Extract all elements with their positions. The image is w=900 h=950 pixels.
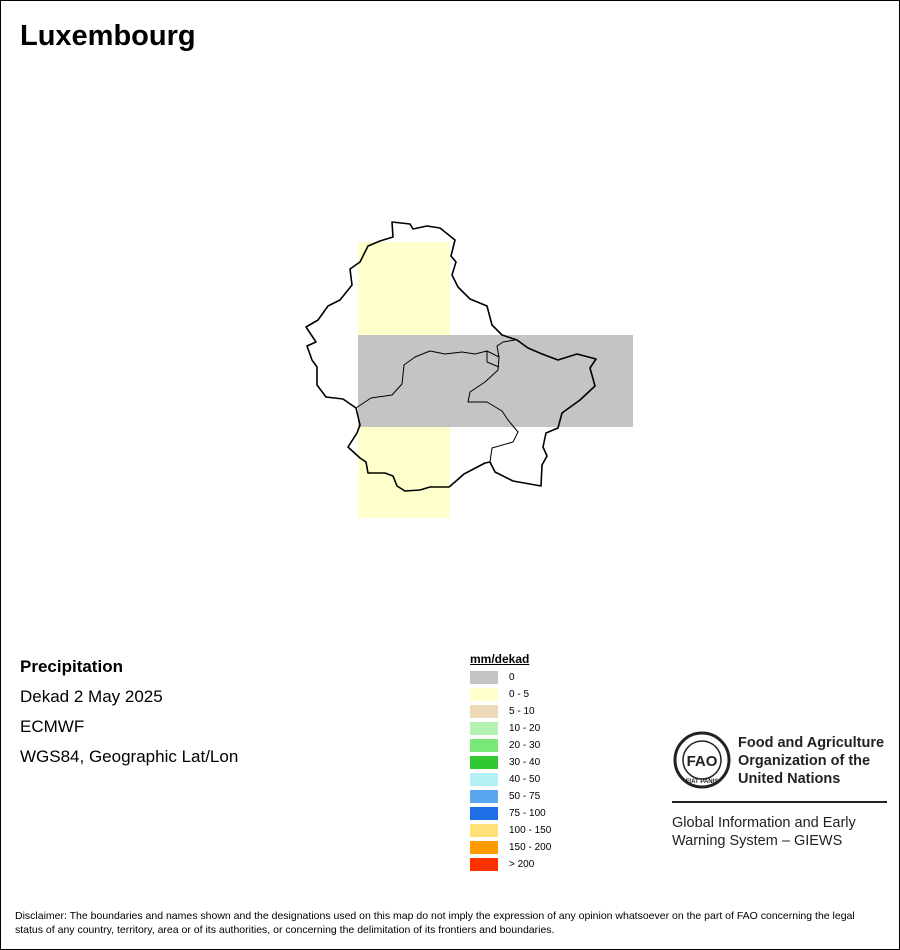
legend-label: 0 - 5 [509,689,530,700]
legend-item [470,805,551,822]
svg-text:FAO: FAO [686,753,718,770]
legend-label: 50 - 75 [509,791,541,802]
legend-item [470,822,551,839]
source-label: ECMWF [20,717,85,736]
fao-logo-block [672,730,885,849]
fao-org-name: Food and Agriculture Organization of the United Nations [738,735,885,787]
fao-divider [672,801,887,803]
legend-swatch [470,824,498,837]
legend-swatch [470,722,498,735]
legend-label: 5 - 10 [509,706,535,717]
legend-swatch [470,688,498,701]
svg-text:FIAT PANIS: FIAT PANIS [685,779,719,785]
legend-title: mm/dekad [470,652,530,666]
projection-label: WGS84, Geographic Lat/Lon [20,747,239,766]
map-title: Luxembourg [20,20,196,52]
legend-swatch [470,858,498,871]
legend-item [470,771,551,788]
variable-name: Precipitation [20,657,123,676]
legend-swatch [470,773,498,786]
legend-item [470,703,551,720]
disclaimer: Disclaimer: The boundaries and names shown and the designations used on this map do not imply the expression of any opinion whatsoever on the part of FAO concerning the legal status of any country, territory, area or of its authorities, or concerning the delimitation of its frontiers and boundaries. [15,910,855,936]
legend-label: 20 - 30 [509,740,541,751]
legend-label: 150 - 200 [509,842,552,853]
legend-swatch [470,841,498,854]
precip-grid [358,242,633,518]
legend-label: 0 [509,672,515,683]
legend-item [470,669,551,686]
legend-item [470,754,551,771]
fao-emblem-icon [672,730,732,790]
legend [470,652,551,873]
legend-label: > 200 [509,859,535,870]
map-info [20,656,238,776]
legend-item [470,686,551,703]
giews-name: Global Information and Early Warning System – GIEWS [672,815,856,849]
legend-item [470,856,551,873]
legend-swatch [470,790,498,803]
legend-item [470,720,551,737]
legend-swatch [470,671,498,684]
legend-label: 75 - 100 [509,808,546,819]
grid-cell-center-east [450,335,633,427]
legend-item [470,737,551,754]
legend-swatch [470,756,498,769]
legend-label: 10 - 20 [509,723,541,734]
period-label: Dekad 2 May 2025 [20,687,163,706]
grid-cell-center-west [358,335,450,427]
legend-label: 100 - 150 [509,825,552,836]
legend-swatch [470,739,498,752]
legend-swatch [470,705,498,718]
legend-swatch [470,807,498,820]
legend-item [470,839,551,856]
legend-item [470,788,551,805]
grid-cell-north [358,242,450,335]
legend-label: 40 - 50 [509,774,541,785]
legend-label: 30 - 40 [509,757,541,768]
